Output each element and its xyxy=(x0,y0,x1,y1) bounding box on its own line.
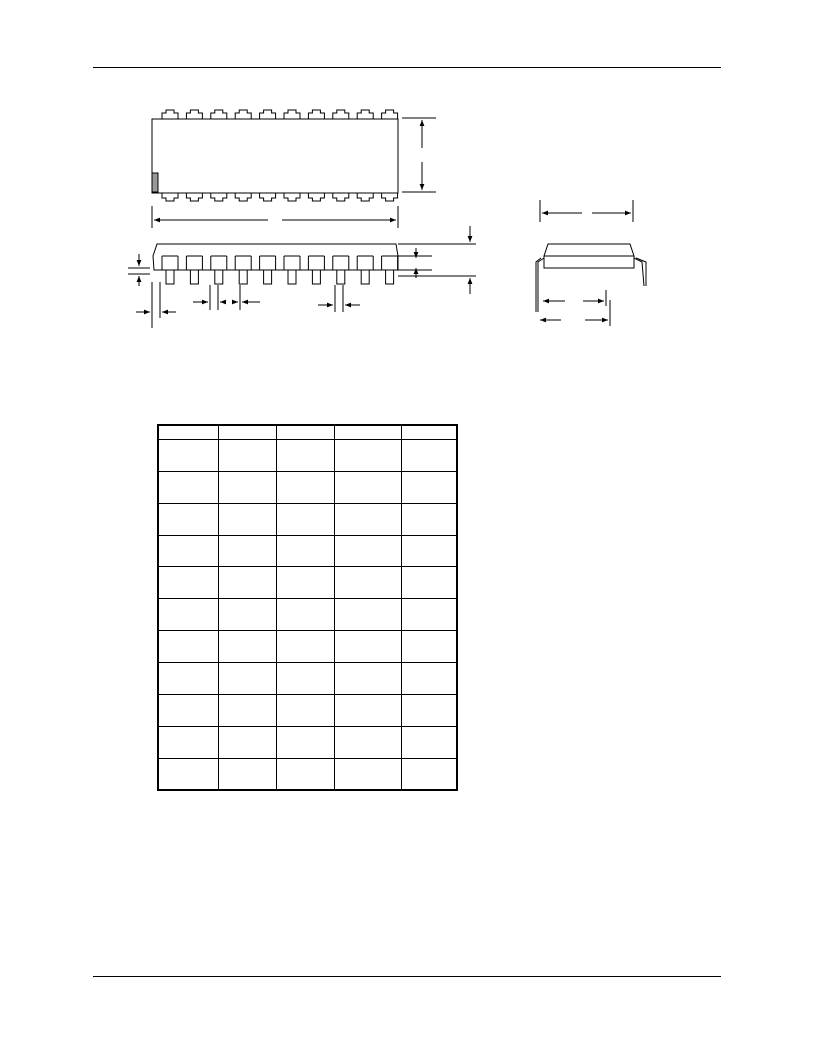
table-cell xyxy=(158,758,218,790)
table-cell xyxy=(334,758,401,790)
table-cell xyxy=(158,726,218,758)
footer-rule xyxy=(93,976,721,977)
table-cell xyxy=(334,440,401,472)
bottom-pin xyxy=(382,193,398,201)
table-cell xyxy=(402,471,457,503)
table-cell xyxy=(277,599,334,631)
table-row xyxy=(158,440,457,472)
bottom-pin xyxy=(260,193,276,201)
bottom-pin xyxy=(284,193,300,201)
table-cell xyxy=(402,694,457,726)
table-cell xyxy=(158,535,218,567)
side-pin-shoulder xyxy=(186,256,202,270)
table-cell xyxy=(218,503,276,535)
top-pin xyxy=(333,110,349,119)
top-pin xyxy=(308,110,324,119)
table-cell xyxy=(402,726,457,758)
side-pin-lead xyxy=(215,270,223,284)
table-row xyxy=(158,503,457,535)
bottom-pin xyxy=(357,193,373,201)
side-pin-lead xyxy=(166,270,174,284)
side-pin-shoulder xyxy=(260,256,276,270)
table-row xyxy=(158,726,457,758)
table-cell xyxy=(334,726,401,758)
side-pin-lead xyxy=(190,270,198,284)
bottom-pin xyxy=(235,193,251,201)
table-cell xyxy=(218,440,276,472)
top-pin xyxy=(211,110,227,119)
side-pin-shoulder xyxy=(284,256,300,270)
top-pin xyxy=(235,110,251,119)
side-pin-shoulder xyxy=(308,256,324,270)
table-cell xyxy=(402,663,457,695)
table-header-row xyxy=(158,425,457,440)
top-pins-lower xyxy=(162,193,398,201)
table-cell xyxy=(277,663,334,695)
end-view-left-lead xyxy=(538,258,544,312)
top-pin xyxy=(284,110,300,119)
side-pin-lead xyxy=(361,270,369,284)
table-cell xyxy=(402,599,457,631)
top-pin xyxy=(260,110,276,119)
side-pin-shoulder xyxy=(382,256,398,270)
side-pin-shoulder xyxy=(162,256,178,270)
table-cell xyxy=(334,599,401,631)
table-cell xyxy=(158,599,218,631)
bottom-pin xyxy=(308,193,324,201)
side-pin-lead xyxy=(264,270,272,284)
table-cell xyxy=(402,503,457,535)
table-cell xyxy=(334,503,401,535)
table-row xyxy=(158,535,457,567)
table-cell xyxy=(334,663,401,695)
table-cell xyxy=(277,567,334,599)
table-cell xyxy=(277,726,334,758)
top-view xyxy=(152,110,436,228)
table-cell xyxy=(218,758,276,790)
table-cell xyxy=(158,663,218,695)
table-header-cell xyxy=(277,425,334,440)
end-view xyxy=(536,200,646,326)
side-view xyxy=(128,226,476,328)
dimension-table-body xyxy=(158,425,457,790)
table-cell xyxy=(218,471,276,503)
end-view-right-lead xyxy=(636,258,646,286)
side-pin-shoulder xyxy=(333,256,349,270)
side-pin-lead xyxy=(239,270,247,284)
table-cell xyxy=(402,567,457,599)
side-pin-lead xyxy=(288,270,296,284)
table-cell xyxy=(402,535,457,567)
top-pin xyxy=(186,110,202,119)
table-cell xyxy=(277,535,334,567)
table-cell xyxy=(218,599,276,631)
table-row xyxy=(158,663,457,695)
table-cell xyxy=(158,471,218,503)
table-cell xyxy=(402,631,457,663)
top-pins-upper xyxy=(162,110,398,119)
bottom-pin xyxy=(162,193,178,201)
table-cell xyxy=(218,694,276,726)
side-pin-shoulder xyxy=(357,256,373,270)
table-cell xyxy=(218,631,276,663)
table-cell xyxy=(218,663,276,695)
side-pin-shoulder xyxy=(235,256,251,270)
top-pin xyxy=(382,110,398,119)
table-cell xyxy=(334,471,401,503)
side-pin-shoulder xyxy=(211,256,227,270)
table-cell xyxy=(218,726,276,758)
table-cell xyxy=(334,694,401,726)
dimension-table xyxy=(157,424,458,791)
table-header-cell xyxy=(158,425,218,440)
table-cell xyxy=(277,694,334,726)
table-cell xyxy=(277,758,334,790)
bottom-pin xyxy=(333,193,349,201)
table-header-cell xyxy=(218,425,276,440)
table-row xyxy=(158,471,457,503)
table-cell xyxy=(402,440,457,472)
top-pin xyxy=(162,110,178,119)
table-row xyxy=(158,694,457,726)
table-cell xyxy=(277,503,334,535)
table-cell xyxy=(158,567,218,599)
side-pin-lead xyxy=(312,270,320,284)
side-pin-lead xyxy=(337,270,345,284)
table-cell xyxy=(218,535,276,567)
table-cell xyxy=(158,694,218,726)
table-row xyxy=(158,758,457,790)
top-pin xyxy=(357,110,373,119)
table-cell xyxy=(334,631,401,663)
pin1-marker xyxy=(152,173,158,192)
table-header-cell xyxy=(334,425,401,440)
table-cell xyxy=(334,567,401,599)
table-cell xyxy=(158,440,218,472)
end-view-right-lead xyxy=(634,258,644,286)
bottom-pin xyxy=(186,193,202,201)
top-view-body xyxy=(152,119,398,193)
table-cell xyxy=(218,567,276,599)
side-pin-lead xyxy=(386,270,394,284)
table-row xyxy=(158,567,457,599)
table-cell xyxy=(334,535,401,567)
table-row xyxy=(158,599,457,631)
table-cell xyxy=(277,631,334,663)
table-row xyxy=(158,631,457,663)
table-cell xyxy=(277,471,334,503)
table-cell xyxy=(402,758,457,790)
table-cell xyxy=(277,440,334,472)
table-cell xyxy=(158,503,218,535)
bottom-pin xyxy=(211,193,227,201)
table-header-cell xyxy=(402,425,457,440)
table-cell xyxy=(158,631,218,663)
